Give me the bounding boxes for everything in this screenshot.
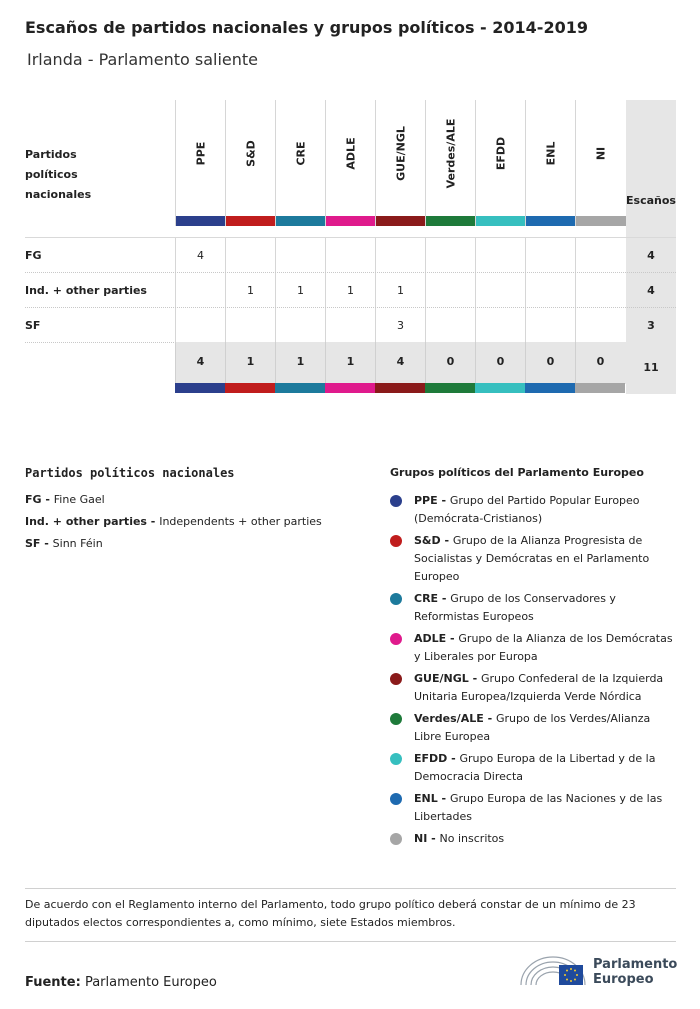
column-total-cell: 4: [175, 342, 225, 384]
column-color-bar: [276, 216, 326, 226]
table-cell: 4: [175, 238, 225, 273]
column-header-label: CRE: [294, 141, 308, 166]
row-total-cell: 3: [626, 308, 676, 343]
legend-abbr: PPE -: [414, 494, 450, 507]
seats-table: [25, 100, 676, 395]
column-color-bar: [476, 216, 526, 226]
legend-name: No inscritos: [439, 832, 505, 845]
table-cell: 1: [275, 273, 325, 308]
column-header-label: NI: [594, 146, 608, 161]
legend-abbr: NI -: [414, 832, 440, 845]
column-color-bar: [226, 216, 276, 226]
row-total-cell: 4: [626, 238, 676, 273]
table-cell: [175, 273, 225, 308]
group-legend: [390, 492, 680, 852]
national-legend-item: [25, 536, 355, 558]
legend-name: Fine Gael: [53, 493, 105, 506]
table-cell: [475, 273, 525, 308]
column-header-label: ENL: [544, 141, 558, 166]
column-header: [575, 100, 626, 226]
source-label: Fuente:: [25, 975, 81, 990]
column-header: [425, 100, 476, 226]
legend-name: Grupo de la Alianza Progresista de Socialistas y Demócratas en el Parlamento Europeo: [414, 534, 650, 583]
table-cell: [575, 273, 625, 308]
row-label: FG: [25, 249, 42, 262]
group-legend-item: [390, 532, 680, 586]
legend-dot-icon: [390, 713, 402, 725]
column-color-bar: [425, 383, 475, 393]
column-color-bar: [526, 216, 576, 226]
legend-name: Grupo Europa de la Libertad y de la Democracia Directa: [414, 752, 656, 783]
national-legend: [25, 492, 355, 558]
column-header-label: ADLE: [344, 137, 358, 170]
source-value: Parlamento Europeo: [84, 975, 217, 990]
legend-dot-icon: [390, 593, 402, 605]
column-header: [275, 100, 326, 226]
column-color-bar: [575, 383, 625, 393]
table-cell: 1: [225, 273, 275, 308]
group-legend-item: [390, 590, 680, 626]
legend-dot-icon: [390, 753, 402, 765]
legend-abbr: ENL -: [414, 792, 450, 805]
totals-row: [175, 342, 676, 384]
table-row: [25, 272, 676, 308]
column-header-label: PPE: [194, 141, 208, 166]
column-header-label: GUE/NGL: [394, 126, 408, 181]
legend-abbr: S&D -: [414, 534, 453, 547]
table-cell: [225, 308, 275, 343]
group-legend-item: [390, 710, 680, 746]
column-total-cell: 0: [575, 342, 625, 384]
table-cell: 3: [375, 308, 425, 343]
legend-abbr: CRE -: [414, 592, 451, 605]
table-cell: [325, 238, 375, 273]
legend-name: Grupo de la Alianza de los Demócratas y Liberales por Europa: [414, 632, 673, 663]
legend-dot-icon: [390, 633, 402, 645]
column-header-label: S&D: [244, 140, 258, 167]
national-legend-title: Partidos políticos nacionales: [25, 466, 235, 480]
table-cell: [425, 273, 475, 308]
column-total-cell: 1: [325, 342, 375, 384]
column-total-cell: 1: [225, 342, 275, 384]
column-color-bar: [426, 216, 476, 226]
divider: [25, 888, 676, 889]
row-header-label: Partidos políticos nacionales: [25, 148, 92, 201]
legend-name: Grupo del Partido Popular Europeo (Demócrata-Cristianos): [414, 494, 640, 525]
divider: [25, 941, 676, 942]
table-cell: [425, 308, 475, 343]
source-line: [25, 975, 217, 990]
grand-total-cell: 11: [626, 342, 676, 394]
group-legend-item: [390, 830, 680, 848]
group-legend-item: [390, 670, 680, 706]
legend-abbr: SF -: [25, 537, 53, 550]
table-cell: [475, 308, 525, 343]
legend-abbr: ADLE -: [414, 632, 459, 645]
legend-dot-icon: [390, 793, 402, 805]
footnote: De acuerdo con el Reglamento interno del Parlamento, todo grupo político deberá constar de un mínimo de 23 diputados electos correspondientes a, como mínimo, siete Estados miembros.: [25, 898, 636, 929]
parliament-logo: [519, 951, 679, 991]
table-cell: [525, 238, 575, 273]
table-cell: [575, 308, 625, 343]
column-header: [225, 100, 276, 226]
column-color-bar: [275, 383, 325, 393]
total-column-header: [626, 100, 676, 237]
column-header-label: EFDD: [494, 136, 508, 171]
column-color-bar: [376, 216, 426, 226]
table-row: [25, 307, 676, 343]
column-header: [475, 100, 526, 226]
table-cell: [375, 238, 425, 273]
column-total-cell: 4: [375, 342, 425, 384]
hemicycle-icon: [519, 951, 587, 989]
group-legend-item: [390, 630, 680, 666]
column-total-cell: 0: [475, 342, 525, 384]
national-legend-item: [25, 514, 355, 536]
table-cell: [575, 238, 625, 273]
legend-name: Grupo de los Conservadores y Reformistas Europeos: [414, 592, 616, 623]
legend-name: Sinn Féin: [52, 537, 103, 550]
row-total-cell: 4: [626, 273, 676, 308]
legend-name: Grupo Confederal de la Izquierda Unitaria Europea/Izquierda Verde Nórdica: [414, 672, 664, 703]
table-cell: [525, 308, 575, 343]
legend-name: Grupo de los Verdes/Alianza Libre Europea: [414, 712, 651, 743]
column-color-bar: [175, 383, 225, 393]
group-legend-item: [390, 790, 680, 826]
table-cell: 1: [375, 273, 425, 308]
column-color-bar: [375, 383, 425, 393]
logo-line-2: Europeo: [593, 972, 654, 987]
logo-text: [593, 957, 677, 987]
column-header: [175, 100, 226, 226]
column-header: [325, 100, 376, 226]
column-total-cell: 1: [275, 342, 325, 384]
group-legend-title: Grupos políticos del Parlamento Europeo: [390, 466, 644, 479]
legend-dot-icon: [390, 833, 402, 845]
column-color-bar: [225, 383, 275, 393]
legend-dot-icon: [390, 673, 402, 685]
legend-dot-icon: [390, 535, 402, 547]
legend-abbr: GUE/NGL -: [414, 672, 481, 685]
column-color-bar: [176, 216, 226, 226]
column-total-cell: 0: [525, 342, 575, 384]
table-cell: [175, 308, 225, 343]
column-color-bar: [325, 383, 375, 393]
column-header: [375, 100, 426, 226]
group-legend-item: [390, 750, 680, 786]
logo-line-1: Parlamento: [593, 957, 678, 972]
legend-abbr: Verdes/ALE -: [414, 712, 496, 725]
page-title: Escaños de partidos nacionales y grupos políticos - 2014-2019: [25, 18, 588, 37]
legend-dot-icon: [390, 495, 402, 507]
group-legend-item: [390, 492, 680, 528]
legend-abbr: EFDD -: [414, 752, 460, 765]
legend-abbr: Ind. + other parties -: [25, 515, 160, 528]
page-subtitle: Irlanda - Parlamento saliente: [27, 50, 259, 69]
total-header-label: Escaños: [626, 194, 676, 207]
national-legend-item: [25, 492, 355, 514]
column-color-bar: [525, 383, 575, 393]
column-color-bar: [326, 216, 376, 226]
table-cell: [475, 238, 525, 273]
column-total-cell: 0: [425, 342, 475, 384]
column-header: [525, 100, 576, 226]
table-cell: [425, 238, 475, 273]
table-cell: [275, 238, 325, 273]
column-color-bar: [475, 383, 525, 393]
table-cell: [225, 238, 275, 273]
legend-name: Independents + other parties: [159, 515, 322, 528]
row-label: SF: [25, 319, 41, 332]
table-cell: [275, 308, 325, 343]
row-label: Ind. + other parties: [25, 284, 147, 297]
column-color-bar: [576, 216, 626, 226]
legend-name: Grupo Europa de las Naciones y de las Libertades: [414, 792, 663, 823]
table-cell: [525, 273, 575, 308]
table-row: [25, 237, 676, 273]
legend-abbr: FG -: [25, 493, 54, 506]
table-cell: [325, 308, 375, 343]
table-cell: 1: [325, 273, 375, 308]
column-header-label: Verdes/ALE: [444, 118, 458, 189]
